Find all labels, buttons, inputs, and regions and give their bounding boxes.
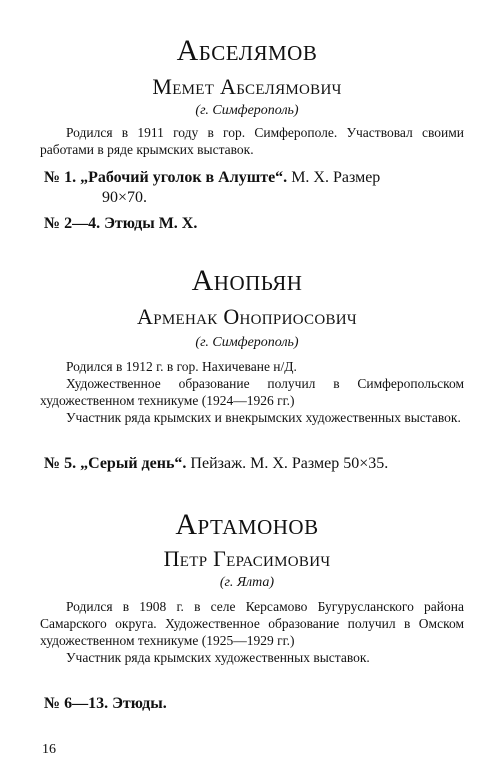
entry-details: Пейзаж. М. Х. Размер 50×35.: [186, 455, 389, 472]
entry-number: № 6—13.: [44, 695, 109, 712]
entry-title: „Рабочий уголок в Алуште“.: [80, 169, 288, 186]
artist-1-full-name: Мемет Абселямович: [152, 74, 342, 99]
entry-number: № 1.: [44, 169, 77, 186]
entry-title: „Серый день“.: [80, 455, 187, 472]
artist-3-bio-paragraph: Участник ряда крымских художественных выставок.: [66, 650, 370, 665]
artist-2-entry-1: [44, 454, 464, 474]
artist-1-surname: Абселямов: [176, 34, 318, 67]
entry-size: 90×70.: [102, 189, 148, 206]
artist-3-bio: [40, 598, 464, 666]
artist-3-city: (г. Ялта): [219, 575, 275, 590]
entry-details: М. Х. Размер: [287, 169, 381, 186]
artist-2-bio-paragraph: Художественное образование получил в Симферопольском художественном техникуме (1924—1926 гг.): [40, 376, 464, 408]
page-number: 16: [42, 742, 56, 757]
artist-3-entry-1: [44, 694, 464, 714]
artist-2-surname: Анопьян: [191, 264, 303, 297]
artist-2-full-name: Арменак Оноприосович: [137, 304, 357, 329]
artist-2-city: (г. Симферополь): [195, 335, 299, 350]
artist-1-city: (г. Симферополь): [195, 103, 299, 118]
artist-2-bio-paragraph: Родился в 1912 г. в гор. Нахичеване н/Д.: [66, 359, 297, 374]
artist-1-entry-1: [44, 168, 464, 208]
artist-1-entry-2: [44, 214, 464, 234]
artist-3-surname: Артамонов: [175, 508, 319, 541]
entry-number: № 5.: [44, 455, 77, 472]
artist-2-bio: [40, 358, 464, 426]
artist-3-bio-paragraph: Родился в 1908 г. в селе Керсамово Бугурусланского района Самарского округа. Художественное образование получил в Омском художественном техникуме (1925—1929 гг.): [40, 599, 464, 648]
entry-title: Этюды М. Х.: [104, 215, 198, 232]
artist-3-full-name: Петр Герасимович: [163, 546, 331, 571]
artist-1-bio-paragraph: Родился в 1911 году в гор. Симферополе. Участвовал своими работами в ряде крымских выставок.: [40, 125, 464, 157]
entry-title: Этюды.: [112, 695, 167, 712]
artist-2-bio-paragraph: Участник ряда крымских и внекрымских художественных выставок.: [66, 410, 461, 425]
entry-number: № 2—4.: [44, 215, 101, 232]
artist-1-bio: [40, 124, 464, 158]
